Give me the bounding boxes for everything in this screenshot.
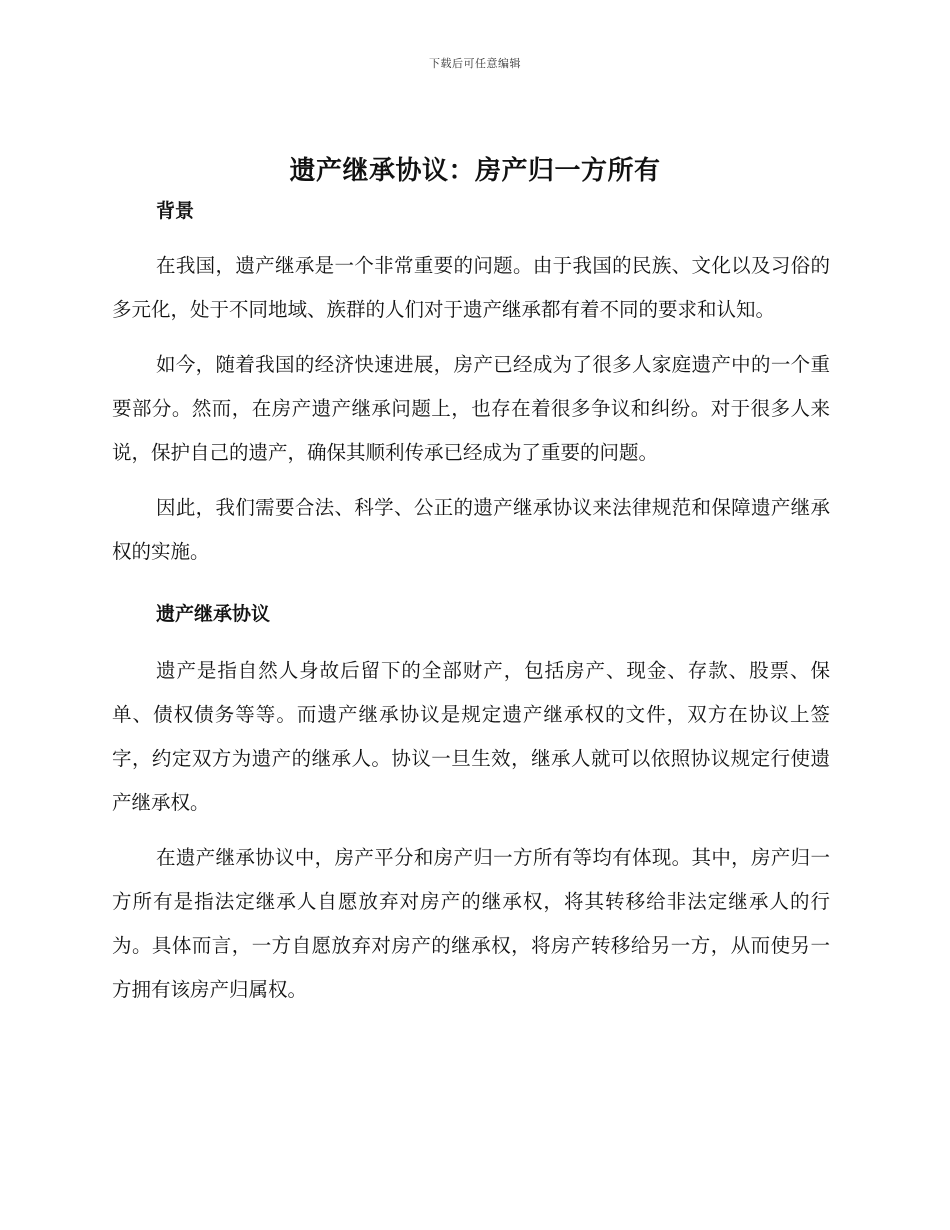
- paragraph: 遗产是指自然人身故后留下的全部财产，包括房产、现金、存款、股票、保单、债权债务等等。而遗产继承协议是规定遗产继承权的文件，双方在协议上签字，约定双方为遗产的继承人。协议一旦生效，继承人就可以依照协议规定行使遗产继承权。: [112, 659, 830, 814]
- paragraph: 因此，我们需要合法、科学、公正的遗产继承协议来法律规范和保障遗产继承权的实施。: [112, 496, 830, 563]
- header-note: 下载后可任意编辑: [429, 57, 521, 70]
- document-body: [112, 195, 830, 1012]
- paragraph: 在我国，遗产继承是一个非常重要的问题。由于我国的民族、文化以及习俗的多元化，处于不同地域、族群的人们对于遗产继承都有着不同的要求和认知。: [112, 254, 830, 321]
- section-heading-agreement: 遗产继承协议: [156, 603, 271, 625]
- section-heading-background: 背景: [156, 200, 195, 222]
- document-title: 遗产继承协议：房产归一方所有: [289, 156, 661, 186]
- paragraph: 在遗产继承协议中，房产平分和房产归一方所有等均有体现。其中，房产归一方所有是指法定继承人自愿放弃对房产的继承权，将其转移给非法定继承人的行为。具体而言，一方自愿放弃对房产的继承权，将房产转移给另一方，从而使另一方拥有该房产归属权。: [112, 846, 830, 1001]
- paragraph: 如今，随着我国的经济快速进展，房产已经成为了很多人家庭遗产中的一个重要部分。然而，在房产遗产继承问题上，也存在着很多争议和纠纷。对于很多人来说，保护自己的遗产，确保其顺利传承已经成为了重要的问题。: [112, 353, 830, 464]
